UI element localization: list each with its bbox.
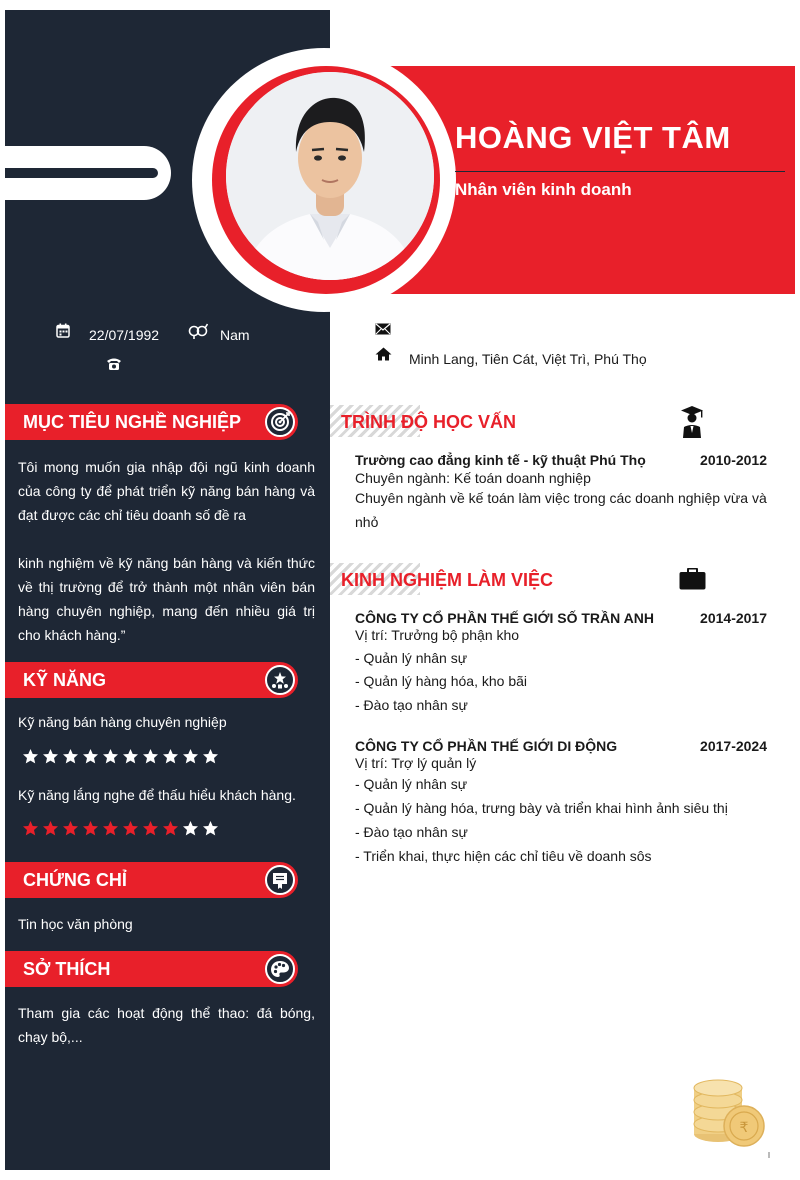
- page-corner-mark: [768, 1152, 770, 1158]
- job-duty: - Quản lý nhân sự: [355, 650, 468, 666]
- name-divider: [455, 171, 785, 172]
- star-filled-icon: [202, 748, 219, 770]
- education-description: Chuyên ngành về kế toán làm việc trong các doanh nghiệp vừa và nhỏ: [355, 490, 767, 530]
- skill-label-2: Kỹ năng lắng nghe để thấu hiểu khách hàng.: [18, 787, 296, 803]
- star-filled-icon: [42, 820, 59, 842]
- star-filled-icon: [82, 748, 99, 770]
- hobbies-text: Tham gia các hoạt động thể thao: đá bóng, chạy bộ,...: [18, 1005, 315, 1045]
- email-icon: [375, 322, 391, 340]
- skill-rating-2: [22, 820, 219, 842]
- objective-section-header: [5, 404, 298, 440]
- star-empty-icon: [202, 820, 219, 842]
- job-duty: - Đào tạo nhân sự: [355, 697, 468, 713]
- job-duty: - Đào tạo nhân sự: [355, 824, 468, 840]
- objective-paragraph-2: kinh nghiệm về kỹ năng bán hàng và kiến thức về thị trường để trở thành một nhân viên bán hàng chuyên nghiệp, mang đến nhiều giá trị cho khách hàng.”: [18, 555, 315, 643]
- objective-title: MỤC TIÊU NGHỀ NGHIỆP: [23, 412, 242, 432]
- certificates-title: CHỨNG CHỈ: [23, 870, 127, 890]
- job-position: Vị trí: Trưởng bộ phận kho: [355, 627, 520, 643]
- address: Minh Lang, Tiên Cát, Việt Trì, Phú Thọ: [409, 351, 647, 367]
- job-title: Nhân viên kinh doanh: [455, 180, 632, 199]
- job-duty: - Quản lý hàng hóa, kho bãi: [355, 673, 528, 689]
- target-icon: [265, 407, 295, 437]
- star-filled-icon: [82, 820, 99, 842]
- skill-rating-1: [22, 748, 219, 770]
- education-entry: [355, 452, 767, 468]
- certificate-icon: [265, 865, 295, 895]
- star-filled-icon: [42, 748, 59, 770]
- home-icon: [375, 347, 392, 366]
- star-filled-icon: [142, 820, 159, 842]
- gender: Nam: [220, 327, 250, 343]
- job-years: 2017-2024: [700, 738, 767, 754]
- company-name: CÔNG TY CỔ PHẦN THẾ GIỚI DI ĐỘNG: [355, 738, 618, 754]
- certificates-section-header: [5, 862, 298, 898]
- experience-title: KINH NGHIỆM LÀM VIỆC: [341, 570, 554, 590]
- star-filled-icon: [102, 748, 119, 770]
- education-years: 2010-2012: [700, 452, 767, 468]
- skill-label-1: Kỹ năng bán hàng chuyên nghiệp: [18, 714, 227, 730]
- candidate-name: HOÀNG VIỆT TÂM: [455, 120, 731, 155]
- star-filled-icon: [62, 820, 79, 842]
- calendar-icon: [56, 323, 70, 343]
- gender-icon: [188, 323, 208, 344]
- star-filled-icon: [182, 748, 199, 770]
- star-empty-icon: [182, 820, 199, 842]
- job-entry-1: [355, 610, 767, 626]
- graduate-icon: [680, 405, 704, 444]
- education-major: Chuyên ngành: Kế toán doanh nghiệp: [355, 470, 591, 486]
- certificate-text: Tin học văn phòng: [18, 916, 133, 932]
- star-filled-icon: [162, 820, 179, 842]
- job-duty: - Quản lý hàng hóa, trưng bày và triển khai hình ảnh siêu thị: [355, 800, 728, 816]
- hobbies-section-header: [5, 951, 298, 987]
- star-filled-icon: [22, 748, 39, 770]
- job-duty: - Triển khai, thực hiện các chỉ tiêu về doanh sôs: [355, 848, 652, 864]
- profile-photo: [226, 72, 434, 280]
- briefcase-icon: [679, 568, 706, 595]
- coins-icon: [690, 1068, 770, 1155]
- star-filled-icon: [162, 748, 179, 770]
- school-name: Trường cao đẳng kinh tế - kỹ thuật Phú Thọ: [355, 452, 646, 468]
- star-filled-icon: [142, 748, 159, 770]
- star-filled-icon: [22, 820, 39, 842]
- star-filled-icon: [122, 820, 139, 842]
- education-title: TRÌNH ĐỘ HỌC VẤN: [341, 412, 516, 432]
- skills-title: KỸ NĂNG: [23, 670, 107, 690]
- job-entry-2: [355, 738, 767, 754]
- company-name: CÔNG TY CỔ PHẦN THẾ GIỚI SỐ TRẦN ANH: [355, 610, 654, 626]
- phone-icon: [106, 357, 122, 376]
- job-position: Vị trí: Trợ lý quản lý: [355, 755, 477, 771]
- star-filled-icon: [122, 748, 139, 770]
- birth-date: 22/07/1992: [89, 327, 160, 343]
- hobbies-title: SỞ THÍCH: [23, 959, 111, 979]
- objective-paragraph-1: Tôi mong muốn gia nhập đội ngũ kinh doanh của công ty để phát triển kỹ năng bán hàng và đạt được các chỉ tiêu doanh số đề ra: [18, 459, 315, 523]
- palette-icon: [265, 954, 295, 984]
- decor-pill-line: [5, 168, 158, 178]
- job-duty: - Quản lý nhân sự: [355, 776, 468, 792]
- svg-text:₹: ₹: [739, 1120, 749, 1136]
- job-years: 2014-2017: [700, 610, 767, 626]
- star-filled-icon: [102, 820, 119, 842]
- star-filled-icon: [62, 748, 79, 770]
- skills-section-header: [5, 662, 298, 698]
- skills-icon: [265, 665, 295, 695]
